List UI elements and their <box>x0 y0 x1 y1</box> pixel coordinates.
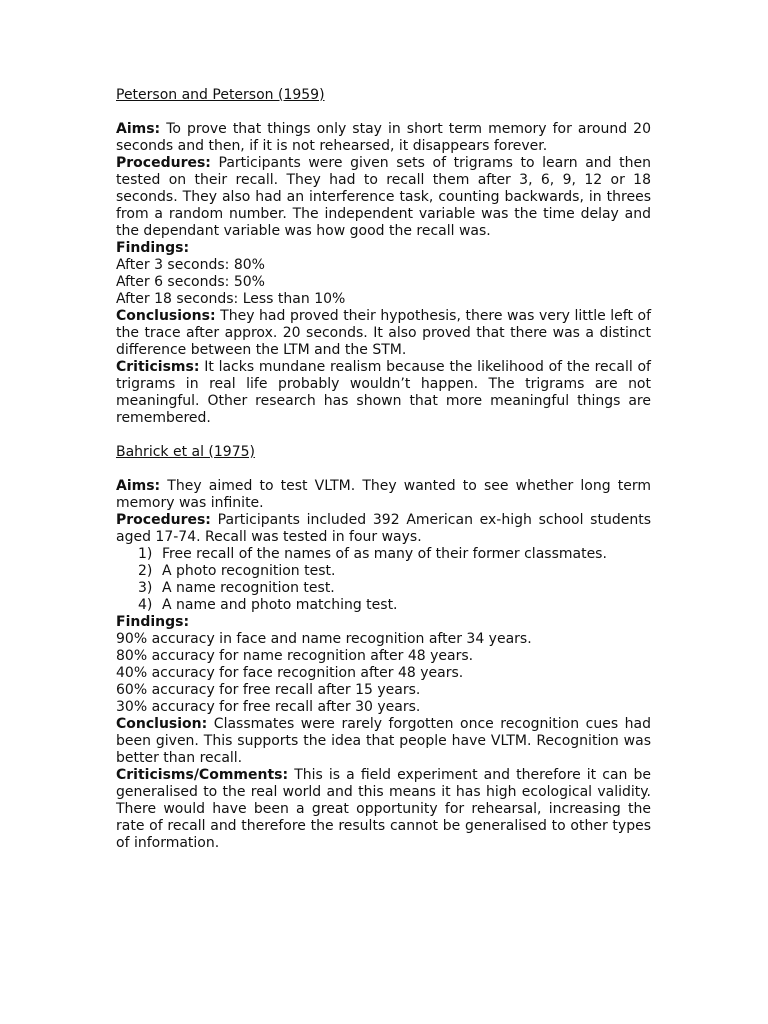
list-number: 3) <box>138 580 153 596</box>
aims-text: They aimed to test VLTM. They wanted to see whether long term memory was infinite. <box>116 478 652 511</box>
list-item <box>138 546 651 563</box>
list-item-text: Free recall of the names of as many of their former classmates. <box>162 546 607 562</box>
list-item <box>138 580 651 597</box>
criticisms-text: It lacks mundane realism because the likelihood of the recall of trigrams in real life probably wouldn’t happen. The trigrams are not meaningful. Other research has shown that more meaningful things are remembered. <box>116 359 651 426</box>
finding-line: 80% accuracy for name recognition after 48 years. <box>116 648 474 664</box>
document-body <box>116 87 651 852</box>
aims-heading: Aims: <box>116 478 161 494</box>
criticisms-paragraph <box>116 767 651 852</box>
procedures-text: Participants included 392 American ex-high school students aged 17-74. Recall was tested in four ways. <box>116 512 651 545</box>
criticisms-heading: Criticisms/Comments: <box>116 767 289 783</box>
finding-line: 30% accuracy for free recall after 30 years. <box>116 699 421 715</box>
spacer <box>116 104 651 121</box>
conclusions-paragraph <box>116 308 651 359</box>
list-item-text: A name and photo matching test. <box>162 597 398 613</box>
conclusion-text: Classmates were rarely forgotten once recognition cues had been given. This supports the idea that people have VLTM. Recognition was better than recall. <box>116 716 651 766</box>
list-number: 4) <box>138 597 153 613</box>
list-item <box>138 597 651 614</box>
finding-line: 60% accuracy for free recall after 15 years. <box>116 682 421 698</box>
aims-text: To prove that things only stay in short term memory for around 20 seconds and then, if it is not rehearsed, it disappears forever. <box>116 121 651 154</box>
finding-line: After 6 seconds: 50% <box>116 274 265 290</box>
finding-line: After 18 seconds: Less than 10% <box>116 291 346 307</box>
list-item-text: A photo recognition test. <box>162 563 336 579</box>
procedures-text: Participants were given sets of trigrams to learn and then tested on their recall. They had to recall them after 3, 6, 9, 12 or 18 seconds. They also had an interference task, counting backwards, in threes from a random number. The independent variable was the time delay and the dependant variable was how good the recall was. <box>116 155 652 239</box>
procedures-heading: Procedures: <box>116 155 211 171</box>
procedures-paragraph <box>116 512 651 546</box>
aims-paragraph <box>116 478 651 512</box>
recall-tests-list <box>116 546 651 614</box>
criticisms-paragraph <box>116 359 651 427</box>
criticisms-text: This is a field experiment and therefore it can be generalised to the real world and this means it has high ecological validity. There would have been a great opportunity for rehearsal, increasing the rate of recall and therefore the results cannot be generalised to other types of information. <box>116 767 651 851</box>
study-title-peterson: Peterson and Peterson (1959) <box>116 87 325 103</box>
list-item <box>138 563 651 580</box>
conclusions-heading: Conclusions: <box>116 308 216 324</box>
findings-heading: Findings: <box>116 614 190 630</box>
findings-heading: Findings: <box>116 240 190 256</box>
aims-paragraph <box>116 121 651 155</box>
conclusion-heading: Conclusion: <box>116 716 208 732</box>
list-number: 2) <box>138 563 153 579</box>
list-number: 1) <box>138 546 153 562</box>
conclusion-paragraph <box>116 716 651 767</box>
criticisms-heading: Criticisms: <box>116 359 200 375</box>
list-item-text: A name recognition test. <box>162 580 335 596</box>
procedures-heading: Procedures: <box>116 512 211 528</box>
spacer <box>116 427 651 444</box>
finding-line: 90% accuracy in face and name recognition after 34 years. <box>116 631 532 647</box>
spacer <box>116 461 651 478</box>
study-title-bahrick: Bahrick et al (1975) <box>116 444 255 460</box>
finding-line: 40% accuracy for face recognition after 48 years. <box>116 665 464 681</box>
finding-line: After 3 seconds: 80% <box>116 257 265 273</box>
conclusions-text: They had proved their hypothesis, there was very little left of the trace after approx. 20 seconds. It also proved that there was a distinct difference between the LTM and the STM. <box>116 308 652 358</box>
aims-heading: Aims: <box>116 121 161 137</box>
procedures-paragraph <box>116 155 651 240</box>
